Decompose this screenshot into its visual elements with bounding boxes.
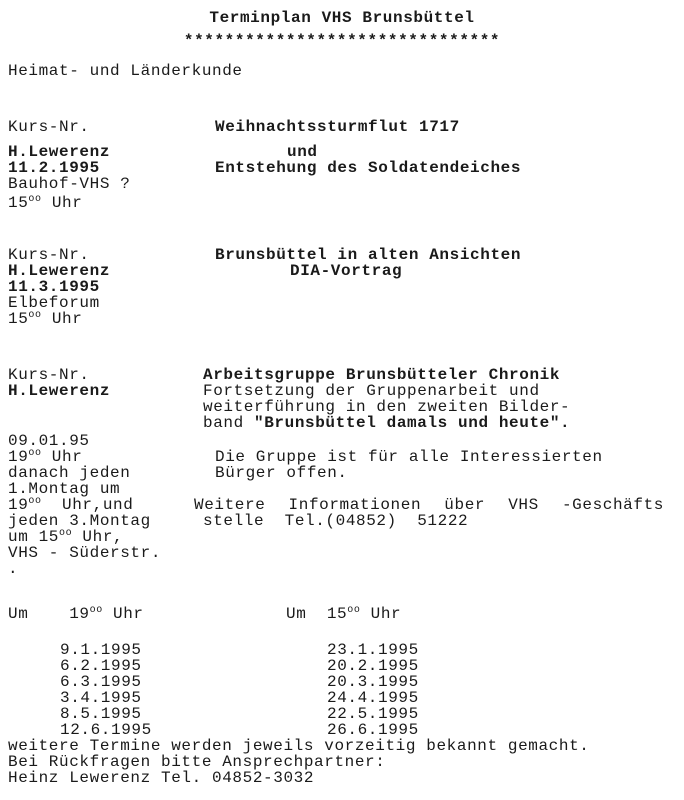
schedule-text: 1.Montag um — [8, 480, 121, 498]
minutes: oo — [28, 496, 42, 507]
footer-note: weitere Termine werden jeweils vorzeitig bekannt gemacht. — [8, 737, 590, 755]
course-description: weiterführung in den zweiten Bilder- — [203, 398, 571, 416]
word: über — [444, 496, 486, 514]
uhr: Uhr — [360, 605, 402, 623]
course-title-and: und — [287, 143, 318, 161]
uhr: Uhr — [41, 448, 83, 466]
minutes: oo — [28, 448, 42, 459]
date-right: 20.2.1995 — [327, 657, 419, 675]
schedule-time — [8, 497, 133, 513]
course-number-label: Kurs-Nr. — [8, 118, 90, 136]
course-title: Weihnachtssturmflut 1717 — [215, 118, 460, 136]
date-right: 22.5.1995 — [327, 705, 419, 723]
course-instructor: H.Lewerenz — [8, 382, 111, 400]
info-phone: stelle Tel.(04852) 51222 — [203, 512, 469, 530]
course-location: Bauhof-VHS ? — [8, 175, 131, 193]
date-left: 3.4.1995 — [60, 689, 142, 707]
course-number-label: Kurs-Nr. — [8, 246, 90, 264]
date-left: 6.2.1995 — [60, 657, 142, 675]
course-subtitle: DIA-Vortrag — [290, 262, 403, 280]
schedule-text: jeden 3.Montag — [8, 512, 151, 530]
course-description: Fortsetzung der Gruppenarbeit und — [203, 382, 540, 400]
schedule-text: danach jeden — [8, 464, 131, 482]
open-note: Bürger offen. — [215, 464, 348, 482]
hour: 15 — [8, 310, 29, 328]
book-title: "Brunsbüttel damals und heute". — [254, 414, 571, 432]
text: band — [203, 414, 255, 432]
hour: 19 — [69, 605, 90, 623]
uhr: Uhr — [51, 194, 83, 212]
course-date: 11.3.1995 — [8, 278, 100, 296]
hour: 19 — [8, 448, 29, 466]
schedule-time — [8, 529, 123, 545]
course-date: 11.2.1995 — [8, 159, 100, 177]
schedule-start-date: 09.01.95 — [8, 432, 90, 450]
course-time — [8, 311, 82, 327]
course-title: Brunsbüttel in alten Ansichten — [215, 246, 522, 264]
dates-header-right — [286, 606, 401, 622]
date-right: 26.6.1995 — [327, 721, 419, 739]
minutes: oo — [28, 194, 42, 205]
date-left: 9.1.1995 — [60, 641, 142, 659]
hour: 15 — [326, 605, 348, 623]
um: Um — [8, 605, 29, 623]
info-line — [194, 497, 664, 513]
course-instructor: H.Lewerenz — [8, 262, 111, 280]
uhr: Uhr,und — [41, 496, 134, 514]
uhr: Uhr — [51, 310, 83, 328]
stray-dot: . — [8, 560, 19, 578]
title-underline-stars: ******************************* — [183, 32, 501, 50]
course-location: Elbeforum — [8, 294, 100, 312]
open-note: Die Gruppe ist für alle Interessierten — [215, 448, 603, 466]
date-right: 24.4.1995 — [327, 689, 419, 707]
uhr: Uhr, — [72, 528, 124, 546]
hour: um 15 — [8, 528, 60, 546]
date-left: 6.3.1995 — [60, 673, 142, 691]
course-title-2: Entstehung des Soldatendeiches — [215, 159, 522, 177]
word: -Geschäfts — [561, 496, 664, 514]
um: Um — [286, 605, 307, 623]
course-title: Arbeitsgruppe Brunsbütteler Chronik — [203, 366, 561, 384]
subject-heading: Heimat- und Länderkunde — [8, 62, 243, 80]
uhr: Uhr — [102, 605, 144, 623]
hour: 19 — [8, 496, 29, 514]
footer-contact-label: Bei Rückfragen bitte Ansprechpartner: — [8, 753, 386, 771]
word: VHS — [508, 496, 539, 514]
word: Weitere — [194, 496, 266, 514]
schedule-time — [8, 449, 82, 465]
date-left: 8.5.1995 — [60, 705, 142, 723]
footer-contact: Heinz Lewerenz Tel. 04852-3032 — [8, 769, 315, 787]
minutes: oo — [347, 605, 361, 616]
course-instructor: H.Lewerenz — [8, 143, 111, 161]
minutes: oo — [28, 310, 42, 321]
document-title: Terminplan VHS Brunsbüttel — [209, 9, 475, 27]
word: Informationen — [288, 496, 422, 514]
course-description — [203, 415, 570, 431]
date-right: 20.3.1995 — [327, 673, 419, 691]
hour: 15 — [8, 194, 29, 212]
schedule-location: VHS - Süderstr. — [8, 544, 162, 562]
minutes: oo — [59, 528, 73, 539]
minutes: oo — [89, 605, 103, 616]
date-right: 23.1.1995 — [327, 641, 419, 659]
course-number-label: Kurs-Nr. — [8, 366, 90, 384]
course-time — [8, 195, 82, 211]
date-left: 12.6.1995 — [60, 721, 152, 739]
dates-header-left — [8, 606, 144, 622]
